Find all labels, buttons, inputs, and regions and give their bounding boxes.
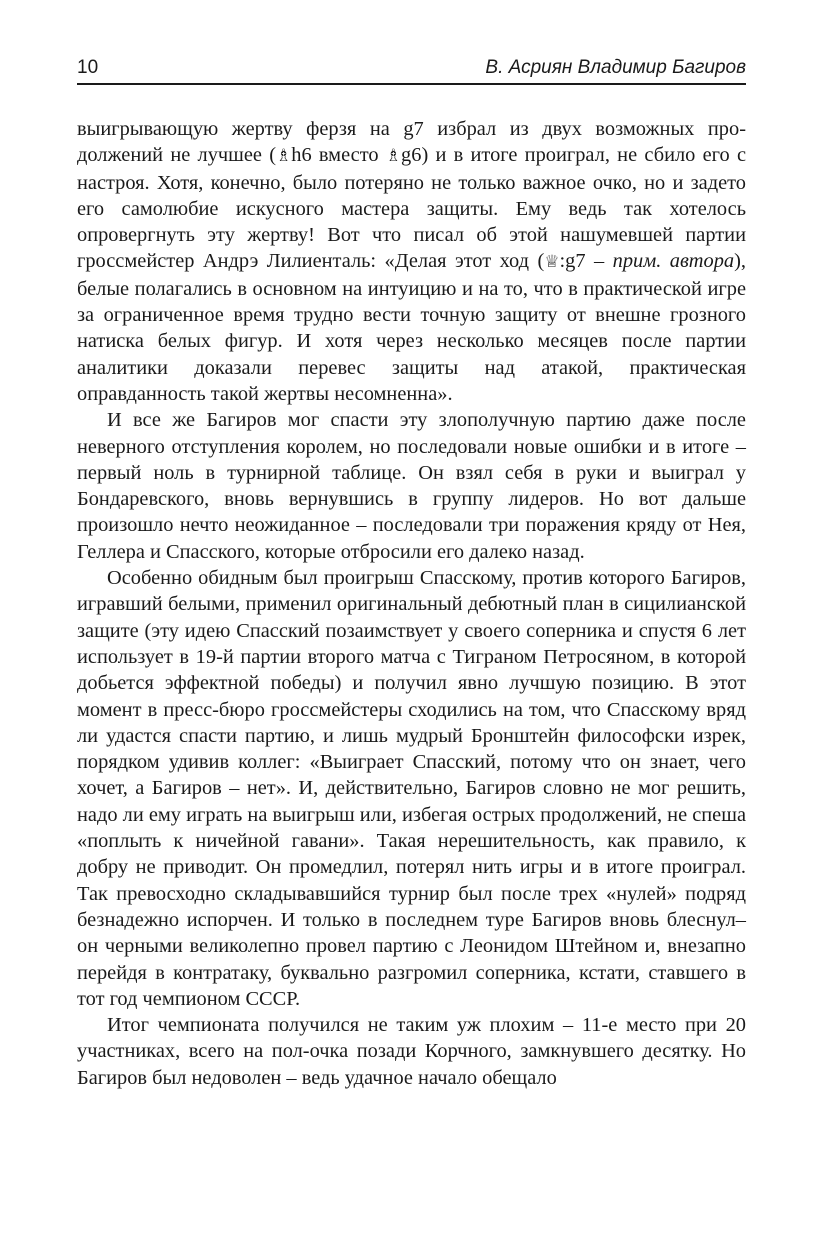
author-note: прим. автора: [612, 250, 735, 273]
body-text: [77, 116, 746, 1091]
paragraph-1-text-a: выигрывающую жертву ферзя на g7 избрал из двух возможных продолжений не лучшее (: [77, 118, 746, 167]
paragraph-1-text-c: g6) и в итоге проиграл, не сбило его с настроя. Хотя, конечно, было потеряно не только важное очко, но и задето его самолюбие искусного мастера защиты. Ему ведь так хотелось опровергнуть эту жертву! Вот что писал об этой нашумевшей партии гроссмейстер Андрэ Лилиенталь: «Делая этот ход (: [77, 144, 747, 273]
paragraph-4: Итог чемпионата получился не таким уж плохим – 11-е место при 20 участниках, всего на пол-очка позади Корчного, замкнувшего десятку. Но Багиров был недоволен – ведь удачное начало обещало: [77, 1014, 746, 1089]
paragraph-1-text-b: h6 вместо: [291, 144, 386, 167]
paragraph-3: Особенно обидным был проигрыш Спасскому, против которого Багиров, игравший белыми, применил оригинальный дебютный план в сицилианской защите (эту идею Спасский позаимствует у своего соперника и спустя 6 лет использует в 19-й партии второго матча с Тиграном Петросяном, в которой добьется эффектной победы) и получил явно лучшую позицию. В этот момент в пресс-бюро гроссмейстеры сходились на том, что Спасскому вряд ли удастся спасти партию, и лишь мудрый Бронштейн философски изрек, порядком удивив коллег: «Выиграет Спасский, потому что он знает, чего хочет, а Багиров – нет». И, действительно, Багиров словно не мог решить, надо ли ему играть на выигрыш или, избегая острых продолжений, не спеша «поплыть к ничейной гавани». Такая нерешительность, как правило, к добру не приводит. Он промедлил, потерял нить игры и в итоге проиграл. Так превосходно складывавшийся турнир был после трех «нулей» подряд безнадежно испорчен. И только в последнем туре Багиров вновь блеснул– он черными великолепно провел партию с Леонидом Штейном и, внезапно перейдя в контратаку, буквально разгромил соперника, кстати, ставшего в тот год чемпионом СССР.: [77, 567, 746, 1010]
page-header: [77, 55, 746, 81]
paragraph-1-text-d: :g7 –: [559, 250, 613, 273]
queen-icon: ♕: [544, 252, 560, 273]
bishop-icon: ♗: [276, 146, 292, 167]
paragraph-2: И все же Багиров мог спасти эту злополучную партию даже после неверного отступления королем, но последовали новые ошибки и в итоге – первый ноль в турнирной таблице. Он взял себя в руки и выиграл у Бондаревского, вновь вернувшись в группу лидеров. Но вот дальше произошло нечто неожиданное – последовали три поражения кряду от Нея, Геллера и Спасского, которые отбросили его далеко назад.: [77, 409, 746, 563]
header-rule: [77, 83, 746, 85]
bishop-icon: ♗: [385, 146, 402, 167]
page-number: 10: [77, 57, 99, 78]
running-title: В. Асриян Владимир Багиров: [485, 57, 746, 78]
paragraph-1-text-f: ), белые полагались в основном на интуицию и на то, что в практической игре за ограниченное время трудно вести точную защиту от внешне грозного натиска белых фигур. И хотя через несколько месяцев после партии аналитики доказали перевес защиты над атакой, практическая оправданность такой жертвы несомненна».: [77, 250, 747, 405]
paragraph-1: [77, 116, 746, 407]
